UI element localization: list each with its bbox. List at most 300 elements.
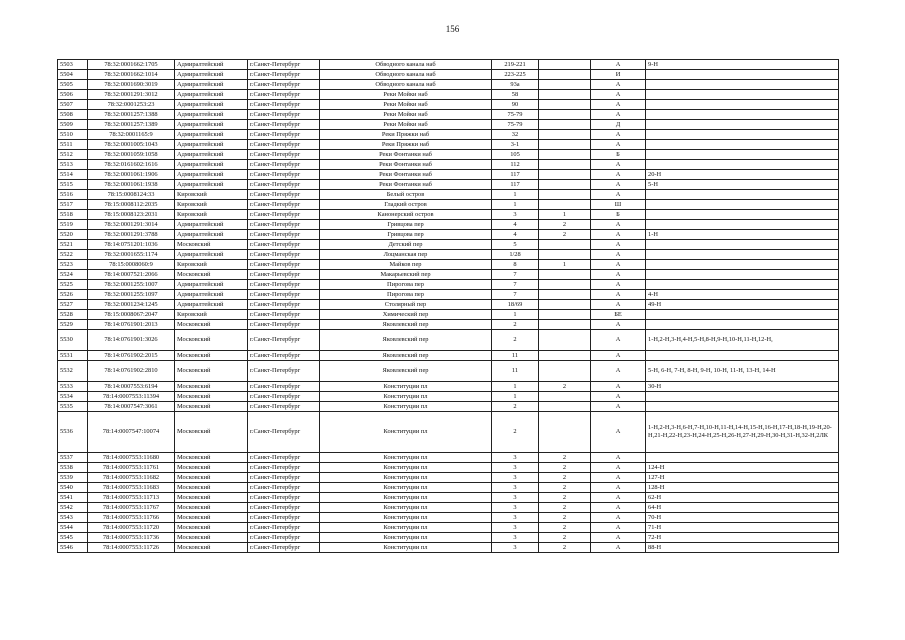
building-cell — [539, 280, 591, 290]
house-number-cell: 4 — [492, 230, 539, 240]
letter-cell: А — [591, 260, 646, 270]
city-cell: г.Санкт-Петербург — [248, 220, 320, 230]
cadastral-number-cell: 78:32:0001291:3788 — [88, 230, 175, 240]
city-cell: г.Санкт-Петербург — [248, 493, 320, 503]
cadastral-number-cell: 78:14:0007553:11736 — [88, 533, 175, 543]
street-cell: Конституции пл — [320, 463, 492, 473]
letter-cell: А — [591, 270, 646, 280]
district-cell: Московский — [175, 533, 248, 543]
row-number-cell: 5535 — [58, 402, 88, 412]
house-number-cell: 3 — [492, 210, 539, 220]
table-row — [58, 463, 839, 473]
building-cell: 2 — [539, 220, 591, 230]
premises-cell: 1-Н,2-Н,3-Н,4-Н,5-Н,8-Н,9-Н,10-Н,11-Н,12-Н, — [646, 330, 839, 351]
city-cell: г.Санкт-Петербург — [248, 320, 320, 330]
city-cell: г.Санкт-Петербург — [248, 110, 320, 120]
premises-cell — [646, 140, 839, 150]
street-cell: Столярный пер — [320, 300, 492, 310]
letter-cell: А — [591, 250, 646, 260]
street-cell: Реки Фонтанки наб — [320, 170, 492, 180]
city-cell: г.Санкт-Петербург — [248, 160, 320, 170]
cadastral-number-cell: 78:32:0001253:23 — [88, 100, 175, 110]
street-cell: Яковлевский пер — [320, 351, 492, 361]
cadastral-number-cell: 78:32:0161602:1616 — [88, 160, 175, 170]
table-row — [58, 80, 839, 90]
city-cell: г.Санкт-Петербург — [248, 300, 320, 310]
premises-cell — [646, 100, 839, 110]
letter-cell: А — [591, 190, 646, 200]
row-number-cell: 5514 — [58, 170, 88, 180]
letter-cell: А — [591, 290, 646, 300]
table-row — [58, 200, 839, 210]
city-cell: г.Санкт-Петербург — [248, 270, 320, 280]
city-cell: г.Санкт-Петербург — [248, 523, 320, 533]
house-number-cell: 1/28 — [492, 250, 539, 260]
premises-cell — [646, 392, 839, 402]
cadastral-number-cell: 78:14:0007521:2066 — [88, 270, 175, 280]
premises-cell — [646, 250, 839, 260]
city-cell: г.Санкт-Петербург — [248, 290, 320, 300]
row-number-cell: 5534 — [58, 392, 88, 402]
table-row — [58, 270, 839, 280]
table-row — [58, 402, 839, 412]
cadastral-number-cell: 78:14:0007553:11761 — [88, 463, 175, 473]
table-row — [58, 330, 839, 351]
row-number-cell: 5508 — [58, 110, 88, 120]
city-cell: г.Санкт-Петербург — [248, 230, 320, 240]
district-cell: Московский — [175, 392, 248, 402]
building-cell — [539, 60, 591, 70]
table-row — [58, 290, 839, 300]
city-cell: г.Санкт-Петербург — [248, 80, 320, 90]
building-cell: 1 — [539, 210, 591, 220]
district-cell: Московский — [175, 473, 248, 483]
street-cell: Пирогова пер — [320, 280, 492, 290]
table-row — [58, 412, 839, 453]
street-cell: Обводного канала наб — [320, 80, 492, 90]
row-number-cell: 5528 — [58, 310, 88, 320]
house-number-cell: 3 — [492, 463, 539, 473]
table-row — [58, 533, 839, 543]
table-row — [58, 493, 839, 503]
house-number-cell: 3 — [492, 503, 539, 513]
building-cell — [539, 150, 591, 160]
street-cell: Конституции пл — [320, 543, 492, 553]
table-row — [58, 473, 839, 483]
letter-cell: А — [591, 473, 646, 483]
premises-cell: 1-Н,2-Н,3-Н,6-Н,7-Н,10-Н,11-Н,14-Н,15-Н,16-Н,17-Н,18-Н,19-Н,20-Н,21-Н,22-Н,23-Н,24-Н,25-Н,26-Н,27-Н,29-Н,30-Н,31-Н,32-Н,2ЛК — [646, 412, 839, 453]
cadastral-number-cell: 78:15:0008060:9 — [88, 260, 175, 270]
house-number-cell: 105 — [492, 150, 539, 160]
letter-cell: А — [591, 100, 646, 110]
table-row — [58, 280, 839, 290]
city-cell: г.Санкт-Петербург — [248, 351, 320, 361]
row-number-cell: 5538 — [58, 463, 88, 473]
table-row — [58, 60, 839, 70]
district-cell: Адмиралтейский — [175, 150, 248, 160]
letter-cell: Ш — [591, 200, 646, 210]
premises-cell: 64-Н — [646, 503, 839, 513]
district-cell: Московский — [175, 493, 248, 503]
letter-cell: А — [591, 180, 646, 190]
letter-cell: А — [591, 240, 646, 250]
row-number-cell: 5546 — [58, 543, 88, 553]
letter-cell: А — [591, 160, 646, 170]
district-cell: Московский — [175, 513, 248, 523]
cadastral-number-cell: 78:14:0007547:3061 — [88, 402, 175, 412]
cadastral-number-cell: 78:32:0001291:3014 — [88, 220, 175, 230]
table-row — [58, 300, 839, 310]
table-row — [58, 513, 839, 523]
cadastral-number-cell: 78:32:0001257:1388 — [88, 110, 175, 120]
street-cell: Конституции пл — [320, 533, 492, 543]
house-number-cell: 8 — [492, 260, 539, 270]
premises-cell: 62-Н — [646, 493, 839, 503]
row-number-cell: 5530 — [58, 330, 88, 351]
premises-cell — [646, 402, 839, 412]
letter-cell: А — [591, 402, 646, 412]
premises-cell — [646, 210, 839, 220]
building-cell — [539, 351, 591, 361]
district-cell: Адмиралтейский — [175, 120, 248, 130]
house-number-cell: 1 — [492, 190, 539, 200]
street-cell: Конституции пл — [320, 513, 492, 523]
district-cell: Московский — [175, 483, 248, 493]
city-cell: г.Санкт-Петербург — [248, 210, 320, 220]
row-number-cell: 5544 — [58, 523, 88, 533]
district-cell: Адмиралтейский — [175, 300, 248, 310]
district-cell: Адмиралтейский — [175, 60, 248, 70]
cadastral-number-cell: 78:14:0007553:11683 — [88, 483, 175, 493]
cadastral-number-cell: 78:32:0001005:1043 — [88, 140, 175, 150]
table-row — [58, 220, 839, 230]
building-cell — [539, 320, 591, 330]
building-cell: 2 — [539, 483, 591, 493]
city-cell: г.Санкт-Петербург — [248, 412, 320, 453]
row-number-cell: 5511 — [58, 140, 88, 150]
street-cell: Конституции пл — [320, 402, 492, 412]
street-cell: Гривцова пер — [320, 220, 492, 230]
letter-cell: А — [591, 483, 646, 493]
cadastral-number-cell: 78:14:0007553:11767 — [88, 503, 175, 513]
premises-cell: 1-Н — [646, 230, 839, 240]
row-number-cell: 5519 — [58, 220, 88, 230]
street-cell: Белый остров — [320, 190, 492, 200]
letter-cell: А — [591, 230, 646, 240]
city-cell: г.Санкт-Петербург — [248, 150, 320, 160]
building-cell: 2 — [539, 493, 591, 503]
street-cell: Реки Фонтанки наб — [320, 150, 492, 160]
cadastral-number-cell: 78:32:0001061:1938 — [88, 180, 175, 190]
building-cell — [539, 412, 591, 453]
cadastral-number-cell: 78:14:0007553:11394 — [88, 392, 175, 402]
row-number-cell: 5531 — [58, 351, 88, 361]
cadastral-number-cell: 78:32:0001059:1058 — [88, 150, 175, 160]
building-cell — [539, 240, 591, 250]
cadastral-number-cell: 78:14:0007553:11720 — [88, 523, 175, 533]
cadastral-number-cell: 78:14:0007553:11726 — [88, 543, 175, 553]
street-cell: Конституции пл — [320, 473, 492, 483]
cadastral-number-cell: 78:32:0001662:1705 — [88, 60, 175, 70]
city-cell: г.Санкт-Петербург — [248, 100, 320, 110]
building-cell — [539, 120, 591, 130]
row-number-cell: 5529 — [58, 320, 88, 330]
building-cell — [539, 310, 591, 320]
premises-cell: 71-Н — [646, 523, 839, 533]
city-cell: г.Санкт-Петербург — [248, 382, 320, 392]
house-number-cell: 112 — [492, 160, 539, 170]
page-number: 156 — [445, 24, 460, 34]
house-number-cell: 3 — [492, 483, 539, 493]
building-cell: 2 — [539, 543, 591, 553]
street-cell: Яковлевский пер — [320, 330, 492, 351]
premises-cell: 70-Н — [646, 513, 839, 523]
district-cell: Московский — [175, 402, 248, 412]
district-cell: Московский — [175, 503, 248, 513]
premises-cell: 30-Н — [646, 382, 839, 392]
house-number-cell: 1 — [492, 310, 539, 320]
table-row — [58, 190, 839, 200]
district-cell: Кировский — [175, 190, 248, 200]
district-cell: Адмиралтейский — [175, 130, 248, 140]
premises-cell — [646, 160, 839, 170]
table-row — [58, 523, 839, 533]
table-row — [58, 310, 839, 320]
street-cell: Реки Фонтанки наб — [320, 160, 492, 170]
table-row — [58, 392, 839, 402]
district-cell: Адмиралтейский — [175, 220, 248, 230]
cadastral-number-cell: 78:32:0001234:1245 — [88, 300, 175, 310]
district-cell: Московский — [175, 523, 248, 533]
letter-cell: А — [591, 361, 646, 382]
street-cell: Детский пер — [320, 240, 492, 250]
street-cell: Конституции пл — [320, 382, 492, 392]
city-cell: г.Санкт-Петербург — [248, 180, 320, 190]
letter-cell: А — [591, 412, 646, 453]
premises-cell — [646, 110, 839, 120]
street-cell: Конституции пл — [320, 503, 492, 513]
house-number-cell: 223-225 — [492, 70, 539, 80]
building-cell — [539, 90, 591, 100]
building-cell: 2 — [539, 453, 591, 463]
house-number-cell: 2 — [492, 402, 539, 412]
district-cell: Адмиралтейский — [175, 280, 248, 290]
district-cell: Адмиралтейский — [175, 290, 248, 300]
letter-cell: А — [591, 170, 646, 180]
letter-cell: А — [591, 60, 646, 70]
letter-cell: А — [591, 110, 646, 120]
row-number-cell: 5506 — [58, 90, 88, 100]
table-row — [58, 130, 839, 140]
district-cell: Адмиралтейский — [175, 90, 248, 100]
building-cell — [539, 300, 591, 310]
letter-cell: А — [591, 493, 646, 503]
row-number-cell: 5539 — [58, 473, 88, 483]
street-cell: Яковлевский пер — [320, 361, 492, 382]
city-cell: г.Санкт-Петербург — [248, 310, 320, 320]
row-number-cell: 5526 — [58, 290, 88, 300]
premises-cell: 4-Н — [646, 290, 839, 300]
letter-cell: А — [591, 382, 646, 392]
building-cell: 2 — [539, 503, 591, 513]
letter-cell: А — [591, 300, 646, 310]
city-cell: г.Санкт-Петербург — [248, 240, 320, 250]
district-cell: Адмиралтейский — [175, 170, 248, 180]
cadastral-number-cell: 78:14:0007553:6194 — [88, 382, 175, 392]
district-cell: Московский — [175, 412, 248, 453]
house-number-cell: 117 — [492, 170, 539, 180]
street-cell: Конституции пл — [320, 392, 492, 402]
row-number-cell: 5515 — [58, 180, 88, 190]
row-number-cell: 5513 — [58, 160, 88, 170]
premises-cell — [646, 270, 839, 280]
house-number-cell: 1 — [492, 392, 539, 402]
row-number-cell: 5525 — [58, 280, 88, 290]
row-number-cell: 5517 — [58, 200, 88, 210]
house-number-cell: 117 — [492, 180, 539, 190]
cadastral-number-cell: 78:32:0001165:9 — [88, 130, 175, 140]
table-row — [58, 250, 839, 260]
house-number-cell: 1 — [492, 382, 539, 392]
building-cell — [539, 290, 591, 300]
cadastral-number-cell: 78:32:0001662:1014 — [88, 70, 175, 80]
table-row — [58, 382, 839, 392]
letter-cell: БЕ — [591, 310, 646, 320]
table-row — [58, 210, 839, 220]
table-row — [58, 230, 839, 240]
city-cell: г.Санкт-Петербург — [248, 260, 320, 270]
premises-cell: 5-Н, 6-Н, 7-Н, 8-Н, 9-Н, 10-Н, 11-Н, 13-Н, 14-Н — [646, 361, 839, 382]
table-row — [58, 70, 839, 80]
letter-cell: Б — [591, 150, 646, 160]
building-cell — [539, 170, 591, 180]
premises-cell — [646, 240, 839, 250]
premises-cell: 9-Н — [646, 60, 839, 70]
row-number-cell: 5505 — [58, 80, 88, 90]
cadastral-number-cell: 78:32:0001690:3019 — [88, 80, 175, 90]
table-row — [58, 543, 839, 553]
city-cell: г.Санкт-Петербург — [248, 361, 320, 382]
district-cell: Кировский — [175, 200, 248, 210]
letter-cell: И — [591, 70, 646, 80]
cadastral-number-cell: 78:32:0001255:1007 — [88, 280, 175, 290]
city-cell: г.Санкт-Петербург — [248, 533, 320, 543]
premises-cell — [646, 310, 839, 320]
house-number-cell: 75-79 — [492, 120, 539, 130]
row-number-cell: 5541 — [58, 493, 88, 503]
letter-cell: А — [591, 90, 646, 100]
city-cell: г.Санкт-Петербург — [248, 473, 320, 483]
premises-cell — [646, 80, 839, 90]
row-number-cell: 5536 — [58, 412, 88, 453]
city-cell: г.Санкт-Петербург — [248, 250, 320, 260]
building-cell — [539, 270, 591, 280]
table-row — [58, 150, 839, 160]
table-row — [58, 260, 839, 270]
row-number-cell: 5533 — [58, 382, 88, 392]
building-cell — [539, 402, 591, 412]
district-cell: Адмиралтейский — [175, 70, 248, 80]
city-cell: г.Санкт-Петербург — [248, 130, 320, 140]
district-cell: Московский — [175, 382, 248, 392]
building-cell — [539, 160, 591, 170]
row-number-cell: 5540 — [58, 483, 88, 493]
cadastral-number-cell: 78:14:0751201:1036 — [88, 240, 175, 250]
letter-cell: А — [591, 351, 646, 361]
table-row — [58, 180, 839, 190]
cadastral-number-cell: 78:14:0761902:2810 — [88, 361, 175, 382]
table-row — [58, 120, 839, 130]
house-number-cell: 93а — [492, 80, 539, 90]
premises-cell — [646, 320, 839, 330]
letter-cell: А — [591, 320, 646, 330]
row-number-cell: 5537 — [58, 453, 88, 463]
premises-cell: 20-Н — [646, 170, 839, 180]
house-number-cell: 3 — [492, 473, 539, 483]
building-cell — [539, 190, 591, 200]
district-cell: Адмиралтейский — [175, 100, 248, 110]
table-row — [58, 90, 839, 100]
district-cell: Адмиралтейский — [175, 230, 248, 240]
district-cell: Московский — [175, 351, 248, 361]
letter-cell: А — [591, 220, 646, 230]
house-number-cell: 2 — [492, 412, 539, 453]
premises-cell: 72-Н — [646, 533, 839, 543]
table-row — [58, 110, 839, 120]
street-cell: Химический пер — [320, 310, 492, 320]
city-cell: г.Санкт-Петербург — [248, 543, 320, 553]
city-cell: г.Санкт-Петербург — [248, 330, 320, 351]
letter-cell: А — [591, 392, 646, 402]
cadastral-number-cell: 78:15:0008123:2031 — [88, 210, 175, 220]
building-cell — [539, 180, 591, 190]
cadastral-number-cell: 78:32:0001061:1906 — [88, 170, 175, 180]
letter-cell: А — [591, 330, 646, 351]
district-cell: Кировский — [175, 260, 248, 270]
district-cell: Московский — [175, 270, 248, 280]
building-cell: 2 — [539, 473, 591, 483]
row-number-cell: 5543 — [58, 513, 88, 523]
cadastral-number-cell: 78:14:0761902:2015 — [88, 351, 175, 361]
building-cell: 2 — [539, 230, 591, 240]
district-cell: Адмиралтейский — [175, 250, 248, 260]
premises-cell — [646, 70, 839, 80]
building-cell — [539, 250, 591, 260]
district-cell: Московский — [175, 320, 248, 330]
premises-cell: 88-Н — [646, 543, 839, 553]
row-number-cell: 5509 — [58, 120, 88, 130]
house-number-cell: 5 — [492, 240, 539, 250]
house-number-cell: 7 — [492, 280, 539, 290]
row-number-cell: 5532 — [58, 361, 88, 382]
house-number-cell: 3 — [492, 533, 539, 543]
house-number-cell: 219-221 — [492, 60, 539, 70]
row-number-cell: 5504 — [58, 70, 88, 80]
street-cell: Гривцова пер — [320, 230, 492, 240]
house-number-cell: 3 — [492, 513, 539, 523]
house-number-cell: 75-79 — [492, 110, 539, 120]
row-number-cell: 5503 — [58, 60, 88, 70]
district-cell: Московский — [175, 543, 248, 553]
building-cell — [539, 130, 591, 140]
building-cell — [539, 392, 591, 402]
street-cell: Реки Пряжки наб — [320, 140, 492, 150]
house-number-cell: 11 — [492, 351, 539, 361]
row-number-cell: 5507 — [58, 100, 88, 110]
district-cell: Московский — [175, 453, 248, 463]
premises-cell — [646, 120, 839, 130]
letter-cell: А — [591, 523, 646, 533]
